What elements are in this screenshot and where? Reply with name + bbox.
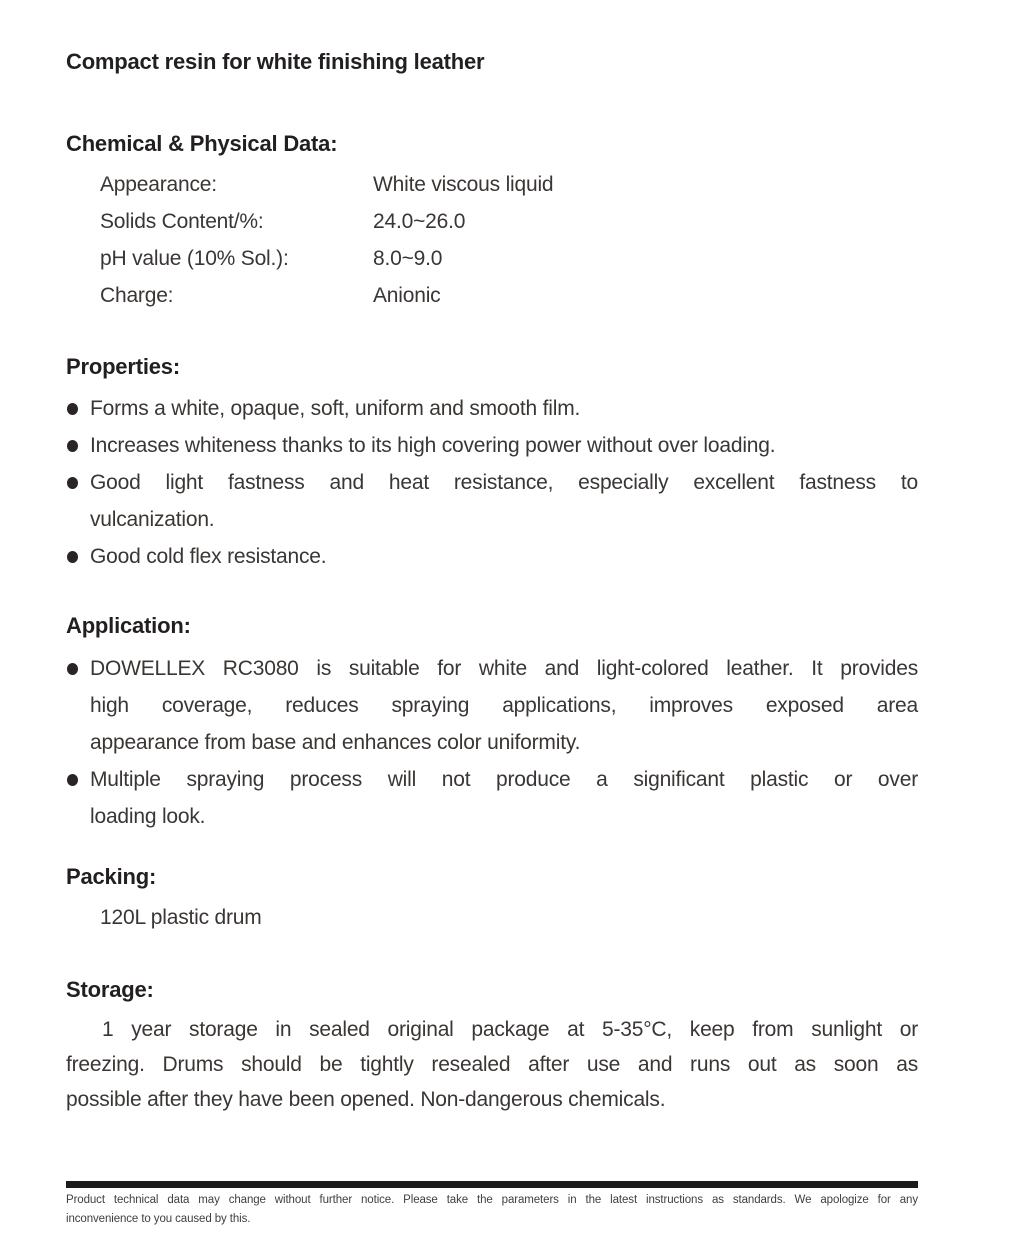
- properties-list: [66, 390, 918, 575]
- row-label: Solids Content/%:: [100, 210, 264, 233]
- row-value: 24.0~26.0: [373, 210, 466, 233]
- row-label: Appearance:: [100, 173, 217, 196]
- list-item-text: Good cold flex resistance.: [90, 545, 327, 568]
- table-row: [66, 240, 918, 277]
- disclaimer-line: Product technical data may change without further notice. Please take the parameters in the latest instructions as standards. We apologize for any: [66, 1194, 918, 1206]
- list-item: [66, 650, 918, 761]
- application-list: [66, 650, 918, 835]
- table-row: [66, 203, 918, 240]
- storage-paragraph: [66, 1012, 918, 1117]
- packing-heading: Packing:: [66, 864, 157, 889]
- section-application: [66, 611, 918, 835]
- bullet-icon: [67, 663, 78, 675]
- bullet-icon: [67, 551, 78, 563]
- chemical-data-table: [66, 166, 918, 314]
- list-item: [66, 464, 918, 538]
- table-row: [66, 166, 918, 203]
- row-value: White viscous liquid: [373, 173, 554, 196]
- list-item: [66, 538, 918, 575]
- list-item-text: Forms a white, opaque, soft, uniform and smooth film.: [90, 397, 581, 420]
- list-item: [66, 390, 918, 427]
- section-chemical-data: [66, 129, 918, 314]
- bullet-icon: [67, 774, 78, 786]
- table-row: [66, 277, 918, 314]
- disclaimer-line: inconvenience to you caused by this.: [66, 1213, 251, 1225]
- list-item-text: vulcanization.: [90, 508, 215, 531]
- row-value: Anionic: [373, 284, 441, 307]
- list-item: [66, 427, 918, 464]
- bullet-icon: [67, 477, 78, 489]
- row-value: 8.0~9.0: [373, 247, 443, 270]
- list-item-text: Multiple spraying process will not produce a significant plastic or over: [90, 768, 918, 791]
- paragraph-line: possible after they have been opened. Non-dangerous chemicals.: [66, 1088, 666, 1111]
- packing-value: 120L plastic drum: [100, 906, 262, 929]
- bullet-icon: [67, 440, 78, 452]
- list-item-text: high coverage, reduces spraying applications, improves exposed area: [90, 694, 918, 717]
- page-footer: [66, 1181, 918, 1229]
- section-properties: [66, 352, 918, 575]
- bullet-icon: [67, 403, 78, 415]
- list-item-text: appearance from base and enhances color uniformity.: [90, 731, 581, 754]
- chemical-data-heading: Chemical & Physical Data:: [66, 131, 338, 156]
- list-item-text: DOWELLEX RC3080 is suitable for white and light-colored leather. It provides: [90, 657, 918, 680]
- page-title: Compact resin for white finishing leather: [66, 49, 485, 74]
- storage-heading: Storage:: [66, 977, 154, 1002]
- paragraph-line: 1 year storage in sealed original package at 5-35°C, keep from sunlight or: [102, 1018, 918, 1041]
- section-packing: [66, 862, 918, 936]
- section-storage: [66, 975, 918, 1117]
- properties-heading: Properties:: [66, 354, 180, 379]
- list-item-text: Increases whiteness thanks to its high covering power without over loading.: [90, 434, 776, 457]
- footer-divider: [66, 1181, 918, 1188]
- row-label: pH value (10% Sol.):: [100, 247, 289, 270]
- application-heading: Application:: [66, 613, 191, 638]
- footer-disclaimer: [66, 1191, 918, 1229]
- list-item-text: loading look.: [90, 805, 206, 828]
- list-item-text: Good light fastness and heat resistance, especially excellent fastness to: [90, 471, 918, 494]
- list-item: [66, 761, 918, 835]
- row-label: Charge:: [100, 284, 174, 307]
- paragraph-line: freezing. Drums should be tightly resealed after use and runs out as soon as: [66, 1053, 918, 1076]
